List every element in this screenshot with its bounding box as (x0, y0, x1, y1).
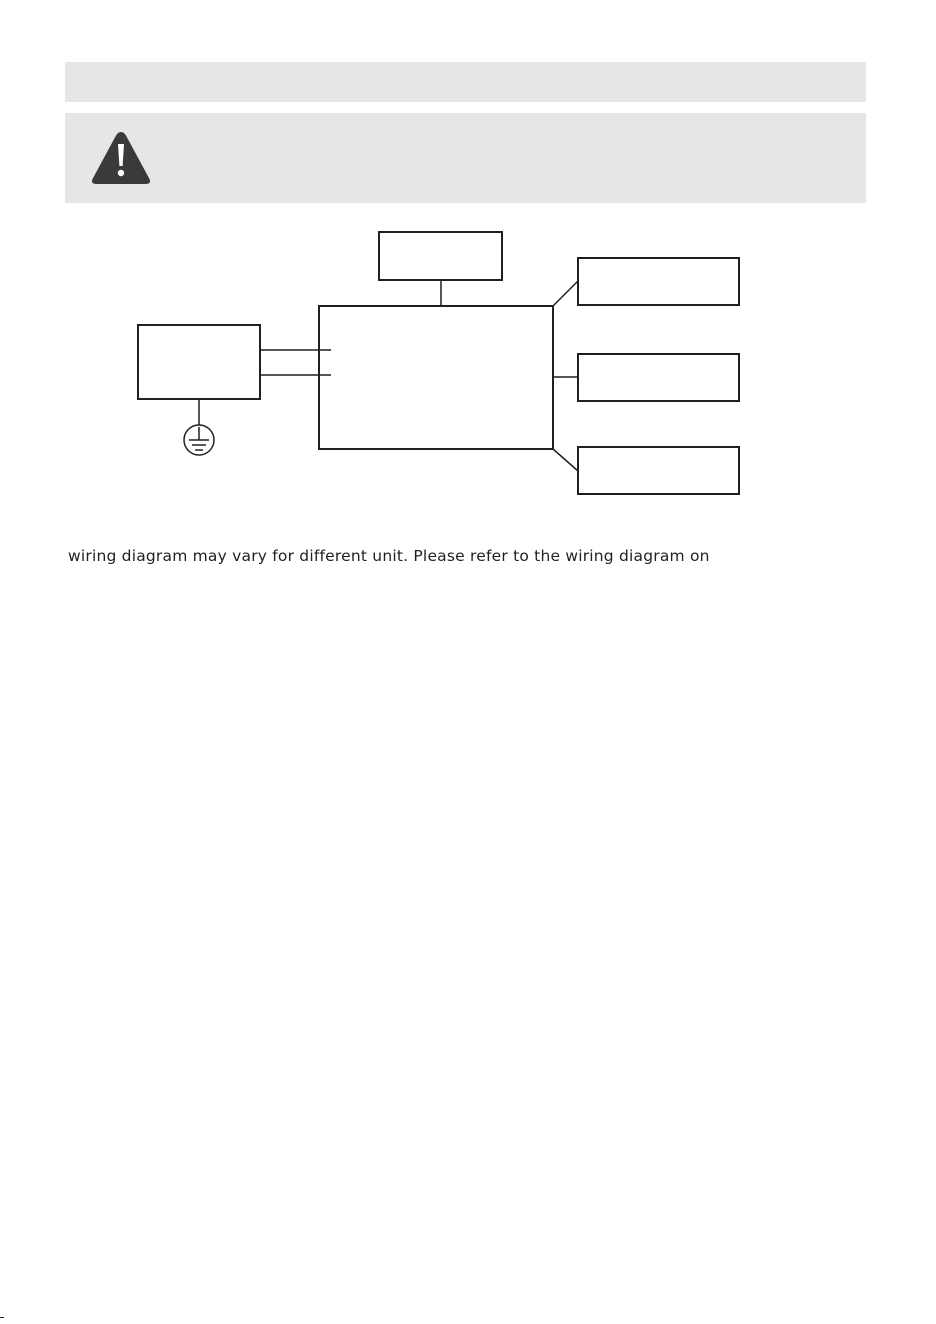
wiring-note: wiring diagram may vary for different unit. Please refer to the wiring diagram on (68, 547, 710, 565)
page-mark (0, 1317, 4, 1318)
right-top-wire (553, 281, 578, 306)
top-component-box (379, 232, 502, 280)
wiring-diagram (0, 0, 936, 520)
main-control-box (319, 306, 553, 449)
right-middle-component-box (578, 354, 739, 401)
left-component-box (138, 325, 260, 399)
right-top-component-box (578, 258, 739, 305)
ground-icon (184, 425, 214, 455)
right-bottom-wire (553, 449, 578, 471)
right-bottom-component-box (578, 447, 739, 494)
